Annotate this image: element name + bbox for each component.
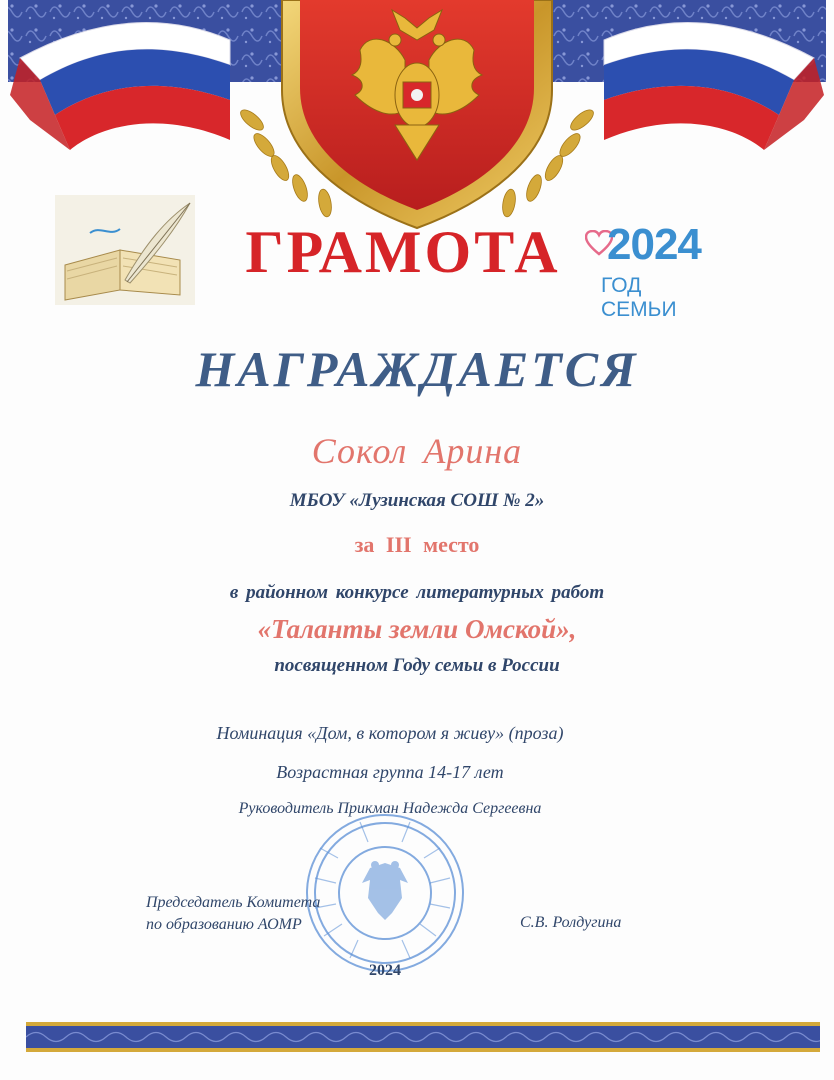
signatory-title-line1: Председатель Комитета [146, 894, 321, 911]
book-quill-icon [55, 195, 195, 305]
nomination-line: Номинация «Дом, в котором я живу» (проза) [216, 723, 564, 743]
year-of-family-logo [585, 220, 715, 321]
document-year: 2024 [369, 962, 401, 979]
leader-line: Руководитель Прикман Надежда Сергеевна [238, 800, 542, 817]
school-name: МБОУ «Лузинская СОШ № 2» [289, 490, 545, 511]
contest-name: «Таланты земли Омской», [257, 614, 577, 644]
logo-subtitle: ГОД СЕМЬИ [601, 274, 677, 321]
signatory-name: С.В. Ролдугина [520, 914, 622, 931]
contest-line: в районном конкурсе литературных работ [229, 582, 605, 603]
awarded-heading: НАГРАЖДАЕТСЯ [195, 341, 639, 397]
certificate-title: ГРАМОТА [245, 219, 561, 285]
bottom-decorative-band [26, 1022, 820, 1052]
signatory-title-line2: по образованию АОМР [146, 916, 302, 933]
age-group-line: Возрастная группа 14-17 лет [276, 762, 504, 782]
signatory-title [146, 892, 320, 936]
place-text: за III место [354, 532, 480, 557]
dedication-line: посвященном Году семьи в России [274, 655, 560, 676]
logo-year: 2024 [607, 220, 701, 269]
recipient-name: Сокол Арина [311, 431, 523, 471]
